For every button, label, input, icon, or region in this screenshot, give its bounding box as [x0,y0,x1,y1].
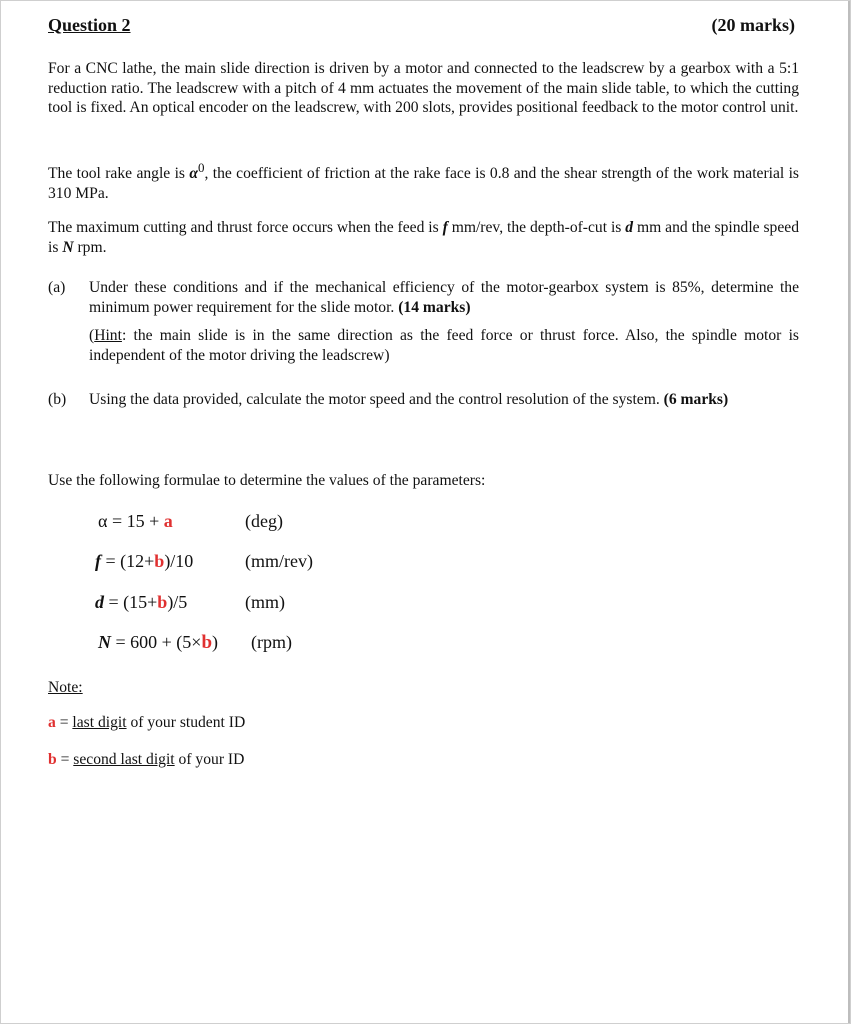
formula-expr-end: ) [212,632,219,652]
note-a-eq: = [55,714,73,731]
note-b-underlined: second last digit [73,751,175,768]
rake-pre: The tool rake angle is [48,165,190,183]
note-b-eq: = [56,751,74,768]
formula-depth-unit: (mm) [245,592,285,612]
cutting-paragraph [48,218,799,257]
part-a-hint: (Hint: the main slide is in the same direction as the feed force or thrust force. Also, the spindle motor is independent of the motor driving the leadscrew) [89,327,799,364]
formula-feed-unit: (mm/rev) [245,551,313,571]
degree-superscript: 0 [198,160,205,175]
formula-expr: = (15+ [104,592,158,612]
formula-alpha [98,511,173,532]
note-a [48,714,245,732]
hint-text: : the main slide is in the same direction as the feed force or thrust force. Also, the spindle motor is independent of the motor driving the leadscrew) [89,327,799,364]
formula-alpha-unit: (deg) [245,511,283,531]
rake-post: , the coefficient of friction at the rake face is 0.8 and the shear strength of the work material is 310 MPa. [48,165,799,202]
formula-var: b [201,632,213,653]
depth-symbol: d [625,219,634,236]
formula-symbol: α [98,511,108,531]
note-a-underlined: last digit [72,714,127,731]
part-a-question: Under these conditions and if the mechanical efficiency of the motor-gearbox system is 85%, determine the minimum power requirement for the slide motor. [89,279,799,316]
part-b-marks: (6 marks) [663,391,729,408]
note-a-rest: of your student ID [126,714,246,731]
part-a-marks: (14 marks) [398,298,471,316]
question-title: Question 2 [48,15,131,35]
formula-symbol: N [98,632,111,652]
note-b-rest: of your ID [174,751,245,768]
intro-paragraph: For a CNC lathe, the main slide direction is driven by a motor and connected to the leadscrew by a gearbox with a 5:1 reduction ratio. The leadscrew with a pitch of 4 mm actuates the movement of the main slide table, to which the cutting tool is fixed. An optical encoder on the leadscrew, with 200 slots, provides positional feedback to the motor control unit. [48,60,799,116]
part-a [48,278,799,378]
part-b-text [89,390,799,410]
alpha-symbol: α [189,165,198,183]
note-title: Note: [48,679,83,696]
note-b-var: b [48,751,57,768]
cutting-text-1: The maximum cutting and thrust force occurs when the feed is [48,219,443,236]
cutting-text-2: mm/rev, the depth-of-cut is [447,219,626,236]
note-b [48,751,244,769]
part-b [48,390,799,435]
formulae-intro: Use the following formulae to determine the values of the parameters: [48,472,486,489]
formula-depth [95,592,187,613]
part-b-question: Using the data provided, calculate the motor speed and the control resolution of the system. [89,391,664,408]
formula-feed [95,551,193,572]
formula-symbol: d [95,592,104,612]
note-a-var: a [48,714,56,731]
formula-speed-unit: (rpm) [251,632,292,652]
formula-expr-end: )/10 [164,551,194,571]
cutting-text-4: rpm. [73,238,107,256]
cutting-text-3: mm and the spindle speed is [48,219,799,256]
part-a-label: (a) [48,279,66,296]
part-a-text [89,278,799,317]
part-b-label: (b) [48,391,67,408]
feed-symbol: f [442,219,448,236]
formula-expr-end: )/5 [167,592,188,612]
formula-var: b [157,592,168,612]
question-marks: (20 marks) [711,15,795,35]
formula-speed [98,632,218,654]
formula-expr: = 600 + (5× [111,632,202,652]
speed-symbol: N [62,238,74,256]
formula-var: a [163,511,173,531]
formula-symbol: f [95,551,101,571]
formula-var: b [154,551,165,571]
formula-expr: = (12+ [101,551,155,571]
formula-expr: = 15 + [107,511,164,531]
hint-label: Hint [94,327,122,344]
rake-paragraph [48,158,799,203]
